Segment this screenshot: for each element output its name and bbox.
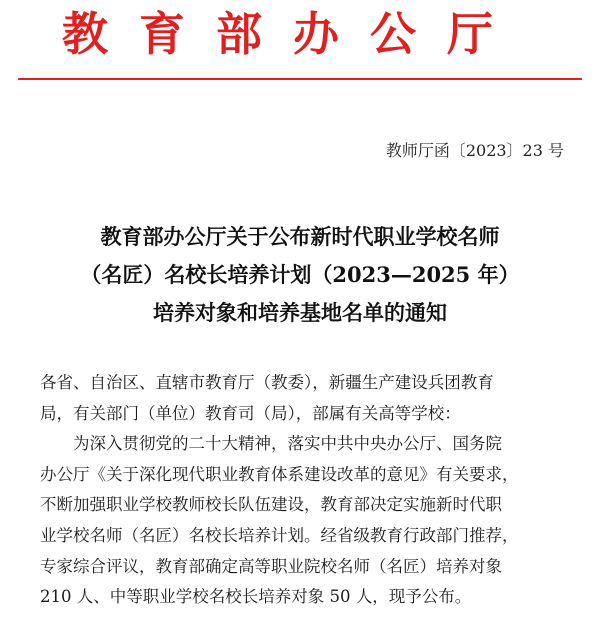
paragraph-line: 不断加强职业学校教师校长队伍建设，教育部决定实施新时代职 (40, 495, 502, 515)
masthead-title: 教育部办公厅 (62, 7, 524, 61)
document-title-line: （名匠）名校长培养计划（2023—2025 年） (80, 262, 520, 287)
masthead-divider (18, 78, 582, 80)
document-title (20, 218, 580, 332)
paragraph-line: 业学校名师（名匠）名校长培养计划。经省级教育行政部门推荐， (40, 525, 519, 545)
document-title-line: 教育部办公厅关于公布新时代职业学校名师 (100, 224, 500, 249)
document-number: 教师厅函〔2023〕23 号 (385, 141, 564, 160)
paragraph-line: 为深入贯彻党的二十大精神，落实中共中央办公厅、国务院 (73, 434, 502, 454)
paragraph-line: 专家综合评议，教育部确定高等职业院校名师（名匠）培养对象 (40, 556, 502, 576)
paragraph-line: 办公厅《关于深化现代职业教育体系建设改革的意见》有关要求， (40, 464, 519, 484)
recipients-line: 各省、自治区、直辖市教育厅（教委），新疆生产建设兵团教育 (40, 373, 494, 392)
paragraph-line: 210 人、中等职业学校名校长培养对象 50 人，现予公布。 (40, 587, 472, 607)
document-body (40, 368, 580, 613)
recipients-line: 局，有关部门（单位）教育司（局），部属有关高等学校： (40, 403, 461, 423)
document-title-line: 培养对象和培养基地名单的通知 (153, 300, 447, 325)
masthead (0, 0, 600, 72)
